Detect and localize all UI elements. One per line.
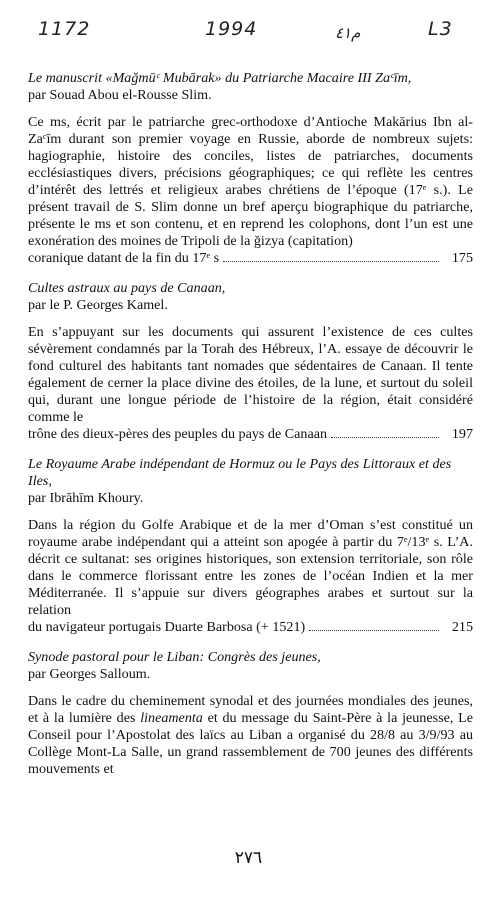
dot-leader <box>223 261 439 262</box>
abstract-emphasis: lineamenta <box>140 710 203 726</box>
entry-last-line <box>28 250 473 267</box>
entry-title: Le Royaume Arabe indépendant de Hormuz ou le Pays des Littoraux et des Iles, <box>28 456 452 489</box>
handwritten-mark-1: 1172 <box>38 18 91 40</box>
entry-author: par Ibrāhīm Khoury. <box>28 490 144 506</box>
entry-abstract <box>28 693 473 778</box>
toc-entry <box>28 280 473 443</box>
handwritten-mark-4: L3 <box>428 18 453 40</box>
entry-author: par Souad Abou el-Rousse Slim. <box>28 87 212 103</box>
abstract-text: Dans le cadre du cheminement synodal et des journées mondiales des jeunes, et à la lumière des <box>28 693 473 726</box>
entry-author: par Georges Salloum. <box>28 666 151 682</box>
abstract-text: et du message du Saint-Père à la jeunesse, Le Conseil pour l’Apostolat des laïcs au Liban a organisé du 28/8 au 3/9/93 au Collège Mont-La Salle, un grand rassemblement de 700 jeunes des différents mouvements et <box>28 710 473 777</box>
handwritten-mark-2: 1994 <box>205 18 258 40</box>
entry-last-line <box>28 619 473 636</box>
entry-title: Cultes astraux au pays de Canaan, <box>28 280 226 296</box>
entry-page-number: 197 <box>451 426 473 442</box>
entry-last-text: coranique datant de la fin du 17ᵉ s <box>28 250 220 266</box>
entry-last-text: du navigateur portugais Duarte Barbosa (+ 1521) <box>28 619 306 635</box>
dot-leader <box>309 630 439 631</box>
entry-abstract: En s’appuyant sur les documents qui assurent l’existence de ces cultes sévèrement condamnés par la Torah des Hébreux, l’A. essaye de découvrir le fond culturel des habitants tant nomades que sédentaires de Canaan. Il tente également de cerner la place divine des étoiles, de la lune, et surtout du soleil qui, durant une longue période de l’histoire de la région, était considéré comme le <box>28 324 473 425</box>
entry-abstract: Dans la région du Golfe Arabique et de la mer d’Oman s’est constitué un royaume arabe indépendant qui a atteint son apogée à partir du 7ᵉ/13ᵉ s. L’A. décrit ce sultanat: ses origines historiques, son extension territoriale, son rôle dans le commerce florissant entre les zones de l’océan Indien et la mer Méditerranée. Il s’appuie sur divers géographes arabes et surtout sur la relation <box>28 517 473 618</box>
entry-last-line <box>28 426 473 443</box>
entry-page-number: 175 <box>451 250 473 266</box>
toc-entry <box>28 70 473 267</box>
page-number: ٢٧٦ <box>234 848 263 868</box>
table-of-contents <box>28 70 473 791</box>
dot-leader <box>331 437 439 438</box>
handwritten-mark-3: م٤١ <box>335 24 361 42</box>
entry-page-number: 215 <box>451 619 473 635</box>
toc-entry <box>28 649 473 778</box>
entry-abstract: Ce ms, écrit par le patriarche grec-orthodoxe d’Antioche Makārius Ibn al-Zaᶜīm durant son premier voyage en Russie, aborde de nombreux sujets: hagiographie, histoire des conciles, listes de patriarches, documents ecclésiastiques divers, précisions géographiques; ce qui reflète les centres d’intérêt des lettrés et religieux arabes chrétiens de l’époque (17ᵉ s.). Le présent travail de S. Slim donne un bref aperçu biographique du patriarche, présente le ms et son contenu, et en reprend les colophons, dont l’un est une exonération des moines de Tripoli de la ğizya (capitation) <box>28 114 473 249</box>
entry-title: Le manuscrit «Mağmūᶜ Mubārak» du Patriarche Macaire III Zaᶜīm, <box>28 70 412 86</box>
toc-entry <box>28 456 473 636</box>
entry-title: Synode pastoral pour le Liban: Congrès des jeunes, <box>28 649 321 665</box>
entry-author: par le P. Georges Kamel. <box>28 297 168 313</box>
entry-last-text: trône des dieux-pères des peuples du pays de Canaan <box>28 426 328 442</box>
